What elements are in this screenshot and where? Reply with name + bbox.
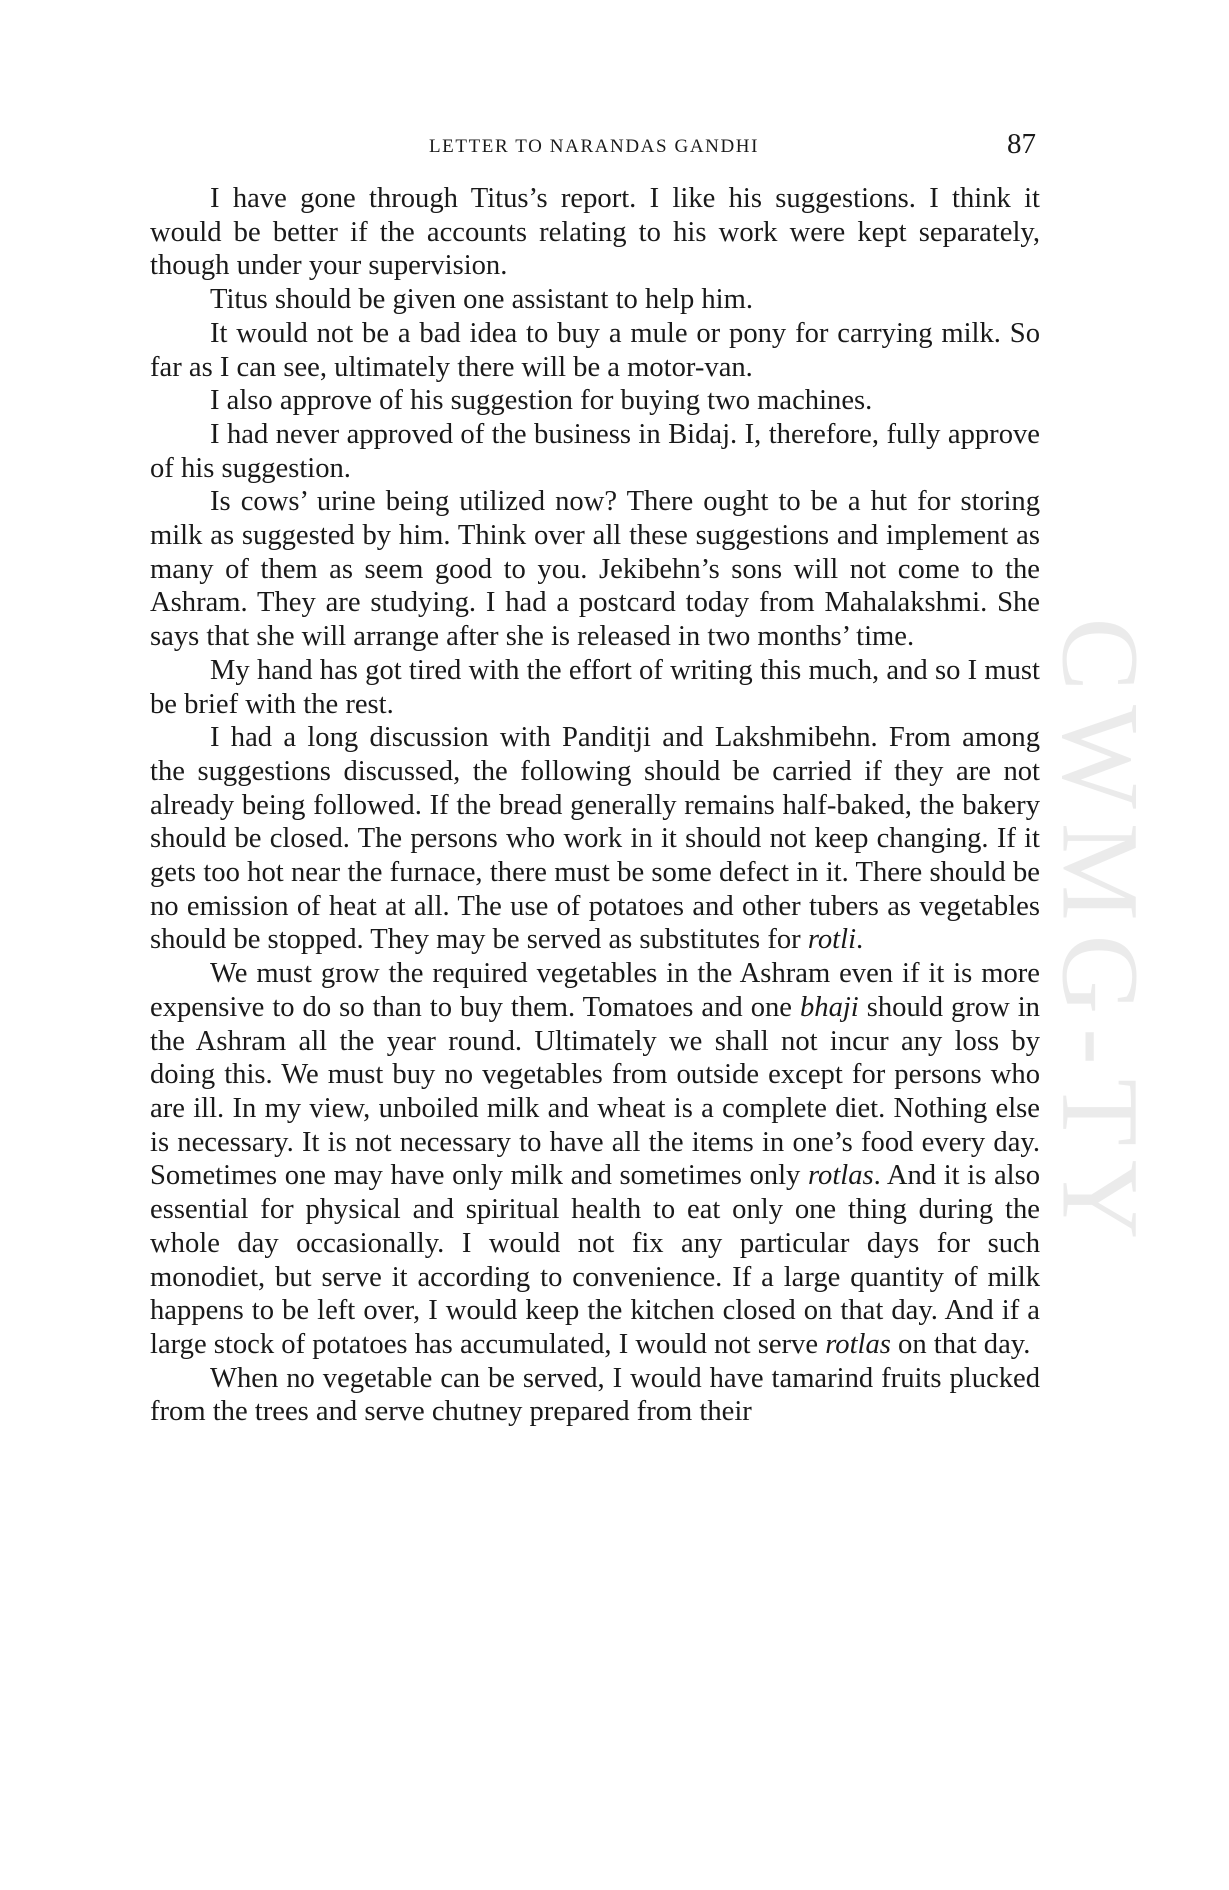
italic-term: bhaji [799,991,859,1023]
italic-term: rotli [807,924,857,956]
paragraph: My hand has got tired with the effort of writing this much, and so I must be brief with the rest. [150,654,1040,720]
watermark-text: CWMG-TY [1039,617,1162,1253]
paragraph: We must grow the required vegetables in the Ashram even if it is more expensive to do so than to buy them. Tomatoes and one bhaji should grow in the Ashram all the year round. Ultimately we shall not incur any loss by doing this. We must buy no vegetables from outside except for persons who are ill. In my view, unboiled milk and wheat is a complete diet. Nothing else is necessary. It is not necessary to have all the items in one’s food every day. Sometimes one may have only milk and sometimes only rotlas. And it is also essential for physical and spiritual health to eat only one thing during the whole day occasionally. I would not fix any particular days for such monodiet, but serve it according to convenience. If a large quantity of milk happens to be left over, I would keep the kitchen closed on that day. And if a large stock of potatoes has accumulated, I would not serve rotlas on that day. [150,958,1041,1360]
paragraph: Titus should be given one assistant to help him. [210,284,754,316]
watermark [1030,535,1170,1335]
letter-body [150,182,1040,1429]
running-head: LETTER TO NARANDAS GANDHI [428,136,760,157]
paragraph: I had a long discussion with Panditji and Lakshmibehn. From among the suggestions discussed, the following should be carried if they are not already being followed. If the bread generally remains half-baked, the bakery should be closed. The persons who work in it should not keep changing. If it gets too hot near the furnace, there must be some defect in it. There should be no emission of heat at all. The use of potatoes and other tubers as vegetables should be stopped. They may be served as substitutes for rotli. [150,722,1040,956]
paragraph: Is cows’ urine being utilized now? There ought to be a hut for storing milk as suggested by him. Think over all these suggestions and implement as many of them as seem good to you. Jekibehn’s sons will not come to the Ashram. They are studying. I had a postcard today from Mahalakshmi. She says that she will arrange after she is released in two months’ time. [150,486,1040,653]
paragraph: I also approve of his suggestion for buying two machines. [210,385,873,417]
page-header [150,128,1038,168]
paragraph: I had never approved of the business in Bidaj. I, therefore, fully approve of his suggestion. [150,418,1040,484]
italic-term: rotlas [807,1160,874,1192]
page-number: 87 [1007,128,1036,160]
paragraph: It would not be a bad idea to buy a mule or pony for carrying milk. So far as I can see, ultimately there will be a motor-van. [150,317,1040,383]
italic-term: rotlas [825,1328,891,1360]
paragraph: I have gone through Titus’s report. I like his suggestions. I think it would be better if the accounts relating to his work were kept separately, though under your supervision. [150,183,1040,282]
paragraph: When no vegetable can be served, I would have tamarind fruits plucked from the trees and serve chutney prepared from their [150,1362,1040,1428]
